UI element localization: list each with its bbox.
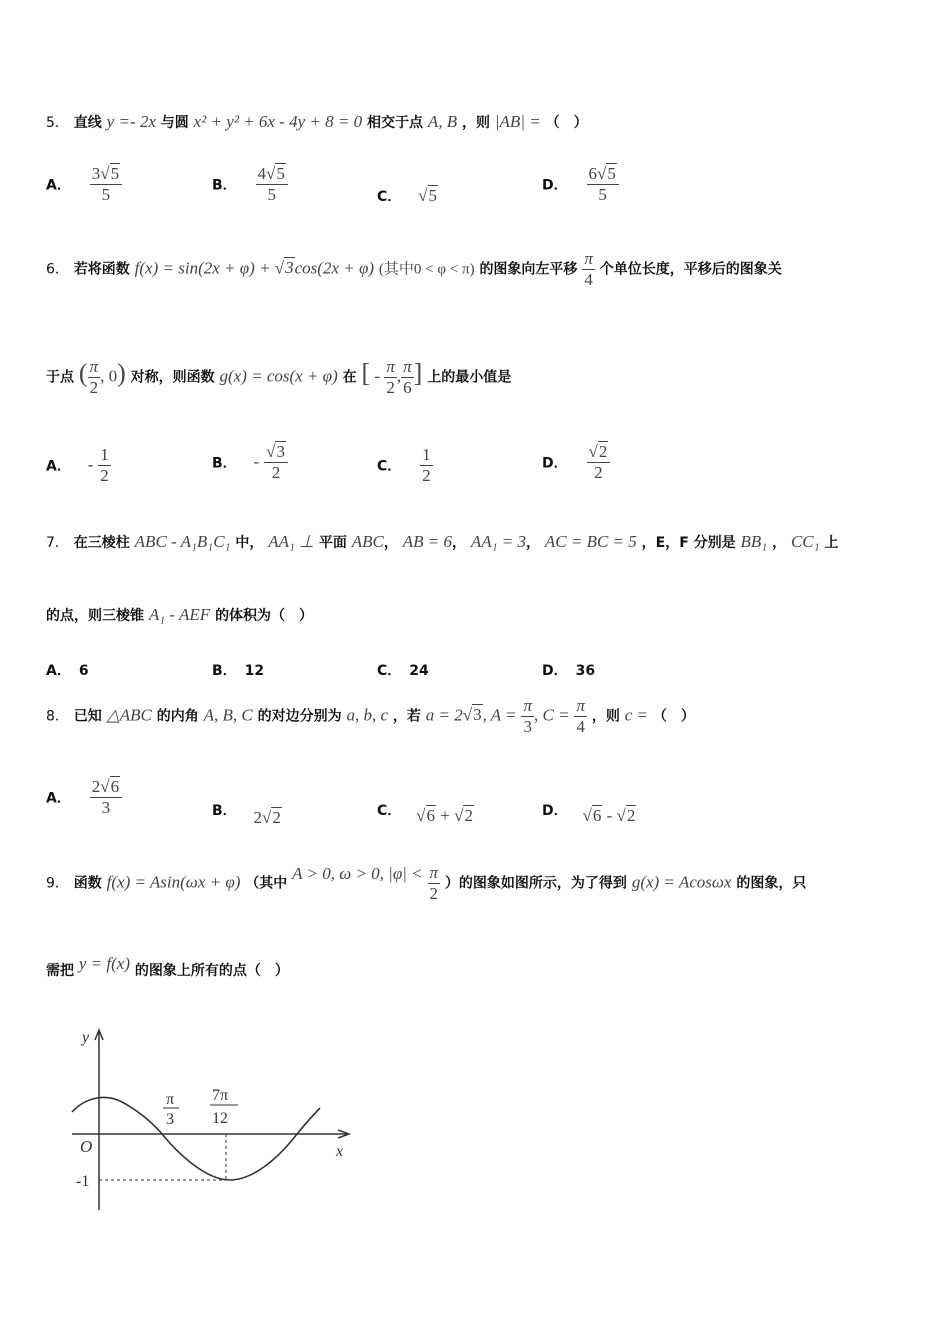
q9-sine-graph <box>62 1020 362 1220</box>
q9-stem-line2: 需把 y = f(x) 的图象上所有的点（ ） <box>46 954 289 979</box>
q8-option-b[interactable]: B． 2√2 <box>212 803 281 827</box>
x-axis-label: x <box>336 1143 344 1160</box>
q5-option-b[interactable]: B． $\frac{4√5}{5}$ <box>212 165 288 204</box>
origin-label: O <box>80 1137 93 1156</box>
q5-number: 5． <box>46 115 69 131</box>
q6-g-function: g(x) = cos(x + φ) <box>219 366 338 386</box>
q6-stem-line2: 于点 ( $\frac{\pi}{2}$ , 0) 对称，则函数 g(x) = cos(x + φ) 在 [ - $\frac{\pi}{2}$ , $\frac{\pi}{6}$ ] 上的最小值是 <box>46 357 512 397</box>
q6-option-c[interactable]: C． $\frac{1}{2}$ <box>377 445 431 485</box>
q9-stem-line1: 9． 函数 f(x) = Asin(ωx + φ) （其中 A > 0, ω > 0, |φ| < $\frac{\pi}{2}$ ）的图象如图所示，为了得到 g(x) = Acosωx 的图象，只 <box>46 863 807 903</box>
q8-option-c[interactable]: C． √6 + √2 <box>377 803 473 825</box>
q5-option-d[interactable]: D． $\frac{6√5}{5}$ <box>542 165 619 204</box>
q6-option-b[interactable]: B． - $\frac{√3}{2}$ <box>212 443 288 482</box>
sine-curve <box>72 1097 320 1180</box>
q5-abs-ab: |AB| = <box>494 112 541 131</box>
q7-stem-line2: 的点，则三棱锥 A₁ - AEF 的体积为（ ） <box>46 605 314 624</box>
q6-option-a[interactable]: A． - $\frac{1}{2}$ <box>46 445 109 485</box>
q5-circle-equation: x² + y² + 6x - 4y + 8 = 0 <box>193 112 363 131</box>
q7-stem-line1: 7． 在三棱柱 ABC - A₁B₁C₁ 中， AA₁ ⊥ 平面 ABC， AB = 6， AA₁ = 3， AC = BC = 5 ，E，F 分别是 BB₁ ， CC₁ 上 <box>46 532 839 551</box>
tick-7pi-12-den: 12 <box>212 1110 228 1127</box>
q5-option-a[interactable]: A． $\frac{3√5}{5}$ <box>46 165 122 204</box>
q8-option-a[interactable]: A． $\frac{2√6}{3}$ <box>46 778 122 817</box>
q7-option-a[interactable]: A． 6 <box>46 663 89 679</box>
tick-pi-3-num: π <box>166 1091 175 1108</box>
q6-function: f(x) = sin(2x + φ) + √3cos(2x + φ) <box>134 258 375 278</box>
q6-stem-line1: 6． 若将函数 f(x) = sin(2x + φ) + √3cos(2x + φ) (其中0 < φ < π) 的图象向左平移 $\frac{\pi}{4}$ 个单位长度，平移后的图象关 <box>46 249 782 289</box>
y-axis-label: y <box>82 1029 90 1046</box>
q5-option-c[interactable]: C． √5 <box>377 186 437 205</box>
tick-pi-3-den: 3 <box>166 1111 174 1128</box>
q7-option-b[interactable]: B． 12 <box>212 663 265 679</box>
q7-option-d[interactable]: D． 36 <box>542 663 596 679</box>
q7-option-c[interactable]: C． 24 <box>377 663 429 679</box>
q6-option-d[interactable]: D． $\frac{√2}{2}$ <box>542 443 610 482</box>
minus-one-label: -1 <box>76 1173 90 1190</box>
q8-option-d[interactable]: D． √6 - √2 <box>542 803 636 825</box>
q8-stem: 8． 已知 △ABC 的内角 A, B, C 的对边分别为 a, b, c ，若 a = 2√3, A = $\frac{\pi}{3}$ , C = $\frac{\pi}{4}$ ，则 c = （ ） <box>46 696 695 736</box>
q5-stem: 5． 直线 y =- 2x 与圆 x² + y² + 6x - 4y + 8 = 0 相交于点 A, B ，则 |AB| = （ ） <box>46 112 588 131</box>
tick-7pi-12-num: 7π <box>212 1087 229 1104</box>
q5-line-equation: y =- 2x <box>106 112 156 131</box>
